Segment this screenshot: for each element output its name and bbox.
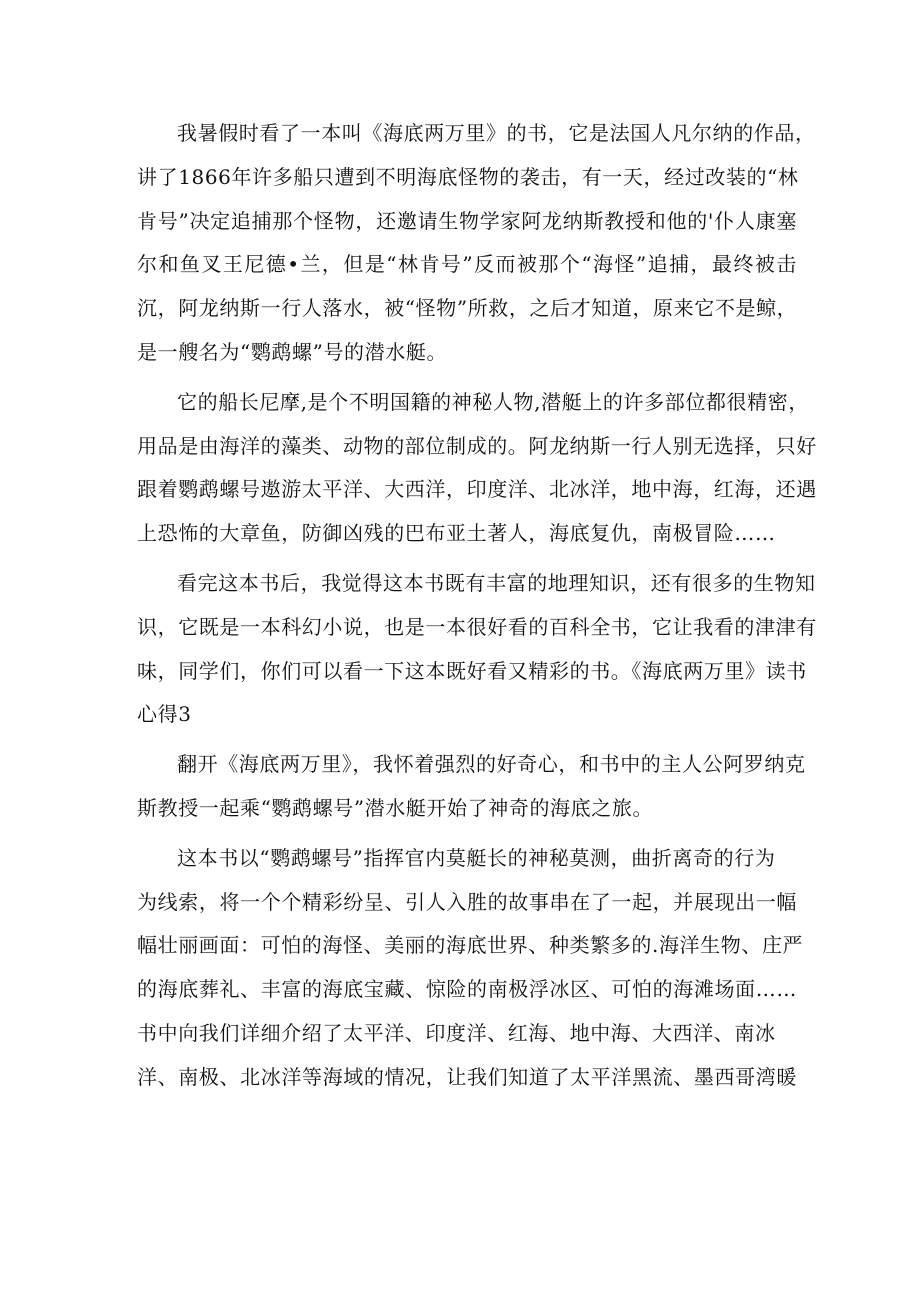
text-line: 味，同学们，你们可以看一下这本既好看又精彩的书。《海底两万里》读书 [137, 658, 807, 683]
text-line: 翻开《海底两万里》，我怀着强烈的好奇心，和书中的主人公阿罗纳克 [177, 752, 806, 777]
text-line: 是一艘名为“鹦鹉螺”号的潜水艇。 [137, 339, 448, 364]
text-line: 心得3 [137, 702, 192, 727]
text-line: 尔和鱼叉王尼德•兰，但是“林肯号”反而被那个“海怪”追捕，最终被击 [137, 252, 797, 277]
text-line: 的海底葬礼、丰富的海底宝藏、惊险的南极浮冰区、可怕的海滩场面…… [137, 977, 797, 1002]
text-line: 沉，阿龙纳斯一行人落水，被“怪物”所救，之后才知道，原来它不是鲸， [137, 296, 798, 321]
paragraph [137, 743, 806, 831]
text-line: 洋、南极、北冰洋等海域的情况，让我们知道了太平洋黑流、墨西哥湾暖 [137, 1064, 797, 1089]
text-line: 斯教授一起乘“鹦鹉螺号”潜水艇开始了神奇的海底之旅。 [137, 795, 654, 820]
document-body [137, 112, 817, 1100]
text-line: 它的船长尼摩,是个不明国籍的神秘人物,潜艇上的许多部位都很精密， [177, 389, 809, 414]
paragraph [137, 381, 817, 556]
text-line: 跟着鹦鹉螺号遨游太平洋、大西洋，印度洋、北冰洋，地中海，红海，还遇 [137, 477, 817, 502]
text-line: 讲了1866年许多船只遭到不明海底怪物的袭击，有一天，经过改装的“林 [137, 164, 799, 189]
text-line: 为线索，将一个个精彩纷呈、引人入胜的故事串在了一起，并展现出一幅 [137, 889, 797, 914]
paragraph [137, 837, 804, 1100]
text-line: 书中向我们详细介绍了太平洋、印度洋、红海、地中海、大西洋、南冰 [137, 1020, 776, 1045]
text-line: 识，它既是一本科幻小说，也是一本很好看的百科全书，它让我看的津津有 [137, 614, 817, 639]
text-line: 用品是由海洋的藻类、动物的部位制成的。阿龙纳斯一行人别无选择，只好 [137, 433, 817, 458]
text-line: 上恐怖的大章鱼，防御凶残的巴布亚土著人，海底复仇，南极冒险…… [137, 521, 776, 546]
text-line: 看完这本书后，我觉得这本书既有丰富的地理知识，还有很多的生物知 [177, 570, 816, 595]
text-line: 幅壮丽画面：可怕的海怪、美丽的海底世界、种类繁多的.海洋生物、庄严 [137, 933, 804, 958]
text-line: 肯号”决定追捕那个怪物，还邀请生物学家阿龙纳斯教授和他的'仆人康塞 [137, 208, 797, 233]
text-line: 我暑假时看了一本叫《海底两万里》的书，它是法国人凡尔纳的作品， [177, 121, 816, 145]
paragraph [137, 112, 816, 375]
text-line: 这本书以“鹦鹉螺号”指挥官内莫艇长的神秘莫测，曲折离奇的行为 [177, 845, 776, 870]
paragraph [137, 562, 817, 737]
